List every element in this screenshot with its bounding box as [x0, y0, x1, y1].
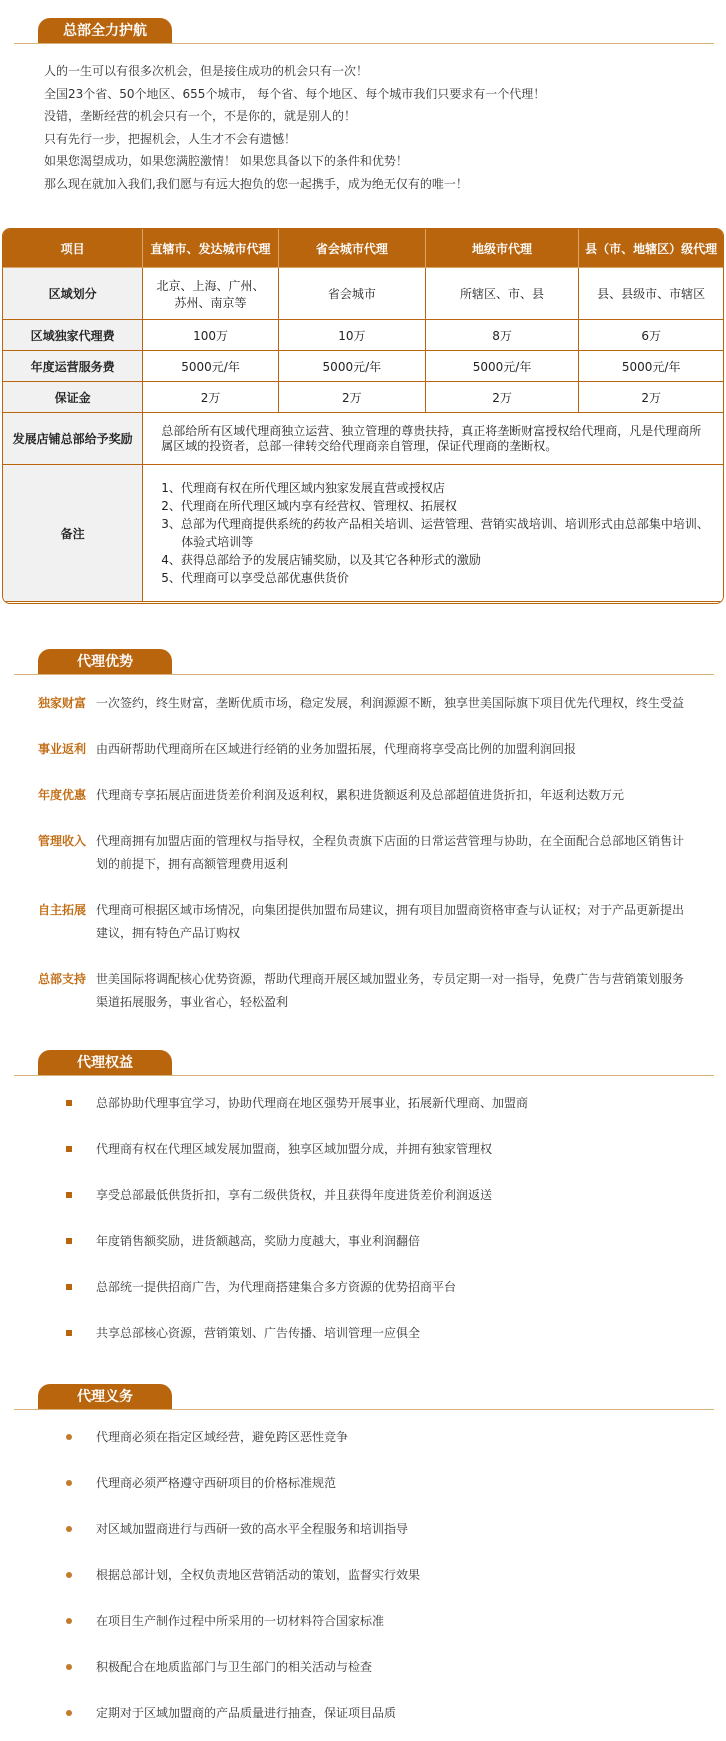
- header-cell: 直辖市、发达城市代理: [143, 229, 279, 268]
- advantage-label: 独家财富: [38, 696, 87, 710]
- table-cell: 省会城市: [278, 268, 425, 320]
- table-row: [3, 320, 724, 351]
- list-item-text: 共享总部核心资源，营销策划、广告传播、培训管理一应俱全: [96, 1326, 421, 1340]
- advantage-text: [96, 738, 726, 761]
- table-cell: 5000元/年: [425, 351, 579, 382]
- round-bullet-icon: [66, 1480, 72, 1486]
- list-item-text: 根据总部计划，全权负责地区营销活动的策划，监督实行效果: [96, 1568, 421, 1582]
- cell-line: 北京、上海、广州、: [156, 278, 265, 293]
- table-cell: 2万: [278, 382, 425, 413]
- row-label: 区域划分: [3, 268, 143, 320]
- square-bullet-icon: [66, 1100, 72, 1106]
- list-item-text: 在项目生产制作过程中所采用的一切材料符合国家标准: [96, 1614, 385, 1628]
- header-cell: 县（市、地辖区）级代理: [579, 229, 724, 268]
- list-item-text: 对区域加盟商进行与西研一致的高水平全程服务和培训指导: [96, 1522, 409, 1536]
- note-item: 3、总部为代理商提供系统的药妆产品相关培训、运营管理、营销实战培训、培训形式由总部集中培训、: [161, 517, 709, 531]
- table-row: [3, 351, 724, 382]
- intro-text: [44, 60, 704, 195]
- advantage-label: 年度优惠: [38, 788, 87, 802]
- list-item-text: 代理商有权在代理区域发展加盟商，独享区域加盟分成，并拥有独家管理权: [96, 1142, 493, 1156]
- round-bullet-icon: [66, 1618, 72, 1624]
- reward-text: 总部给所有区域代理商独立运营、独立管理的尊贵扶持，真正将垄断财富授权给代理商，凡是代理商所属区域的投资者，总部一律转交给代理商亲自管理，保证代理商的垄断权。: [161, 423, 702, 453]
- list-item-text: 代理商必须严格遵守西研项目的价格标准规范: [96, 1476, 337, 1490]
- table-cell: 所辖区、市、县: [425, 268, 579, 320]
- square-bullet-icon: [66, 1284, 72, 1290]
- advantage-line: 划的前提下，拥有高额管理费用返利: [96, 856, 289, 871]
- list-item-text: 定期对于区域加盟商的产品质量进行抽查，保证项目品质: [96, 1706, 397, 1720]
- table-row: [3, 465, 724, 602]
- note-item: 1、代理商有权在所代理区域内独家发展直营或授权店: [161, 481, 445, 495]
- square-bullet-icon: [66, 1192, 72, 1198]
- round-bullet-icon: [66, 1434, 72, 1440]
- table-cell: [143, 413, 724, 465]
- square-bullet-icon: [66, 1330, 72, 1336]
- advantage-line: 由西研帮助代理商所在区域进行经销的业务加盟拓展，代理商将享受高比例的加盟利润回报: [96, 742, 577, 756]
- row-label: 区域独家代理费: [3, 320, 143, 351]
- advantage-line: 代理商可根据区域市场情况，向集团提供加盟布局建议，拥有项目加盟商资格审查与认证权；对于产品更新提出: [96, 903, 685, 917]
- advantage-label: 管理收入: [38, 834, 87, 848]
- section-header-rights: [14, 1050, 714, 1084]
- advantage-line: 一次签约，终生财富，垄断优质市场，稳定发展，利润源源不断，独享世美国际旗下项目优先代理权，终生受益: [96, 696, 685, 710]
- square-bullet-icon: [66, 1146, 72, 1152]
- intro-line: 没错，垄断经营的机会只有一个，不是你的，就是别人的！: [44, 109, 357, 123]
- agency-fee-table: [2, 228, 724, 604]
- table-cell: [143, 465, 724, 602]
- intro-line: 只有先行一步，把握机会，人生才不会有遗憾！: [44, 131, 297, 146]
- section-header-obligations: [14, 1384, 714, 1418]
- advantage-label: 自主拓展: [38, 903, 87, 917]
- section-title: 代理权益: [38, 1050, 172, 1076]
- advantage-text: [96, 899, 726, 944]
- row-label: 发展店铺总部给予奖励: [3, 413, 143, 465]
- table-row: [3, 413, 724, 465]
- table-cell: 8万: [425, 320, 579, 351]
- advantage-label: 事业返利: [38, 742, 87, 756]
- advantage-line: 建议，拥有特色产品订购权: [96, 925, 241, 940]
- list-item-text: 年度销售额奖励，进货额越高，奖励力度越大，事业利润翻倍: [96, 1234, 421, 1248]
- notes-list: [161, 479, 711, 587]
- square-bullet-icon: [66, 1238, 72, 1244]
- table-cell: 2万: [425, 382, 579, 413]
- row-label: 年度运营服务费: [3, 351, 143, 382]
- header-cell: 项目: [3, 229, 143, 268]
- round-bullet-icon: [66, 1526, 72, 1532]
- table-cell: 100万: [143, 320, 279, 351]
- table-header-row: [3, 229, 724, 268]
- note-item: 体验式培训等: [181, 535, 254, 549]
- advantage-line: 世美国际将调配核心优势资源，帮助代理商开展区域加盟业务，专员定期一对一指导，免费广告与营销策划服务: [96, 972, 685, 986]
- list-item-text: 总部统一提供招商广告，为代理商搭建集合多方资源的优势招商平台: [96, 1280, 457, 1294]
- advantage-text: [96, 784, 726, 807]
- header-cell: 地级市代理: [425, 229, 579, 268]
- advantage-text: [96, 692, 726, 715]
- intro-line: 如果您渴望成功，如果您满腔激情！ 如果您具备以下的条件和优势！: [44, 154, 408, 168]
- table-cell: 5000元/年: [579, 351, 724, 382]
- advantage-line: 渠道拓展服务，事业省心，轻松盈利: [96, 994, 289, 1009]
- advantage-line: 代理商拥有加盟店面的管理权与指导权，全程负责旗下店面的日常运营管理与协助，在全面配合总部地区销售计: [96, 834, 685, 848]
- divider: [14, 1409, 714, 1410]
- advantage-text: [96, 968, 726, 1013]
- table-cell: 2万: [579, 382, 724, 413]
- intro-line: 全国23个省、50个地区、655个城市， 每个省、每个地区、每个城市我们只要求有一个代理！: [44, 86, 546, 101]
- list-item-text: 代理商必须在指定区域经营，避免跨区恶性竞争: [96, 1430, 349, 1444]
- section-header-hq: [14, 18, 714, 52]
- header-cell: 省会城市代理: [278, 229, 425, 268]
- cell-line: 苏州、南京等: [174, 295, 247, 310]
- table-cell: [143, 268, 279, 320]
- list-item-text: 总部协助代理事宜学习，协助代理商在地区强势开展事业，拓展新代理商、加盟商: [96, 1096, 529, 1110]
- round-bullet-icon: [66, 1572, 72, 1578]
- table-cell: 6万: [579, 320, 724, 351]
- table-cell: 10万: [278, 320, 425, 351]
- table-cell: 2万: [143, 382, 279, 413]
- round-bullet-icon: [66, 1664, 72, 1670]
- table-cell: 县、县级市、市辖区: [579, 268, 724, 320]
- row-label: 保证金: [3, 382, 143, 413]
- advantage-text: [96, 830, 726, 875]
- note-item: 4、获得总部给予的发展店铺奖励，以及其它各种形式的激励: [161, 553, 481, 567]
- divider: [14, 674, 714, 675]
- section-header-advantages: [14, 649, 714, 683]
- intro-line: 人的一生可以有很多次机会，但是接住成功的机会只有一次！: [44, 64, 369, 78]
- list-item-text: 享受总部最低供货折扣，享有二级供货权，并且获得年度进货差价利润返送: [96, 1188, 493, 1202]
- row-label: 备注: [3, 465, 143, 602]
- round-bullet-icon: [66, 1710, 72, 1716]
- intro-line: 那么现在就加入我们,我们愿与有远大抱负的您一起携手，成为绝无仅有的唯一！: [44, 176, 468, 191]
- table-row: [3, 382, 724, 413]
- section-title: 总部全力护航: [38, 18, 172, 44]
- table-cell: 5000元/年: [143, 351, 279, 382]
- list-item-text: 积极配合在地质监部门与卫生部门的相关活动与检查: [96, 1660, 373, 1674]
- note-item: 2、代理商在所代理区域内享有经营权、管理权、拓展权: [161, 499, 457, 513]
- table-row: [3, 268, 724, 320]
- advantage-line: 代理商专享拓展店面进货差价利润及返利权，累积进货额返利及总部超值进货折扣，年返利达数万元: [96, 788, 625, 802]
- divider: [14, 1075, 714, 1076]
- note-item: 5、代理商可以享受总部优惠供货价: [161, 571, 349, 585]
- advantage-label: 总部支持: [38, 972, 87, 986]
- divider: [14, 43, 714, 44]
- section-title: 代理义务: [38, 1384, 172, 1410]
- section-title: 代理优势: [38, 649, 172, 675]
- table-cell: 5000元/年: [278, 351, 425, 382]
